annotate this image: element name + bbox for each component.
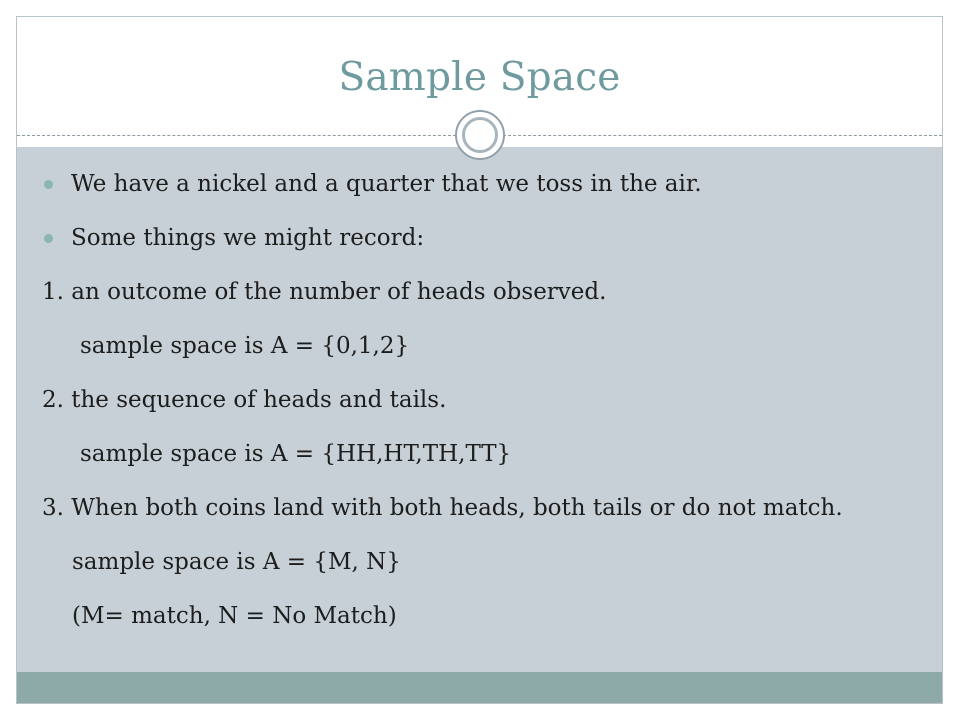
list-item-3: 3. When both coins land with both heads, both tails or do not match. — [42, 495, 843, 521]
slide-body — [42, 169, 922, 655]
slide-title: Sample Space — [338, 55, 621, 100]
list-item-2: 2. the sequence of heads and tails. — [42, 387, 447, 413]
sample-space-2: sample space is A = {HH,HT,TH,TT} — [80, 441, 512, 467]
sample-space-3: sample space is A = {M, N} — [72, 549, 401, 575]
sample-space-1: sample space is A = {0,1,2} — [80, 333, 410, 359]
bullet-item: Some things we might record: — [42, 223, 922, 253]
bullet-item: We have a nickel and a quarter that we toss in the air. — [42, 169, 922, 199]
slide — [16, 16, 943, 704]
footer-band — [17, 672, 942, 704]
decorative-circle-icon — [455, 110, 505, 160]
sample-space-3-note: (M= match, N = No Match) — [72, 603, 397, 629]
list-item-1: 1. an outcome of the number of heads observed. — [42, 279, 607, 305]
